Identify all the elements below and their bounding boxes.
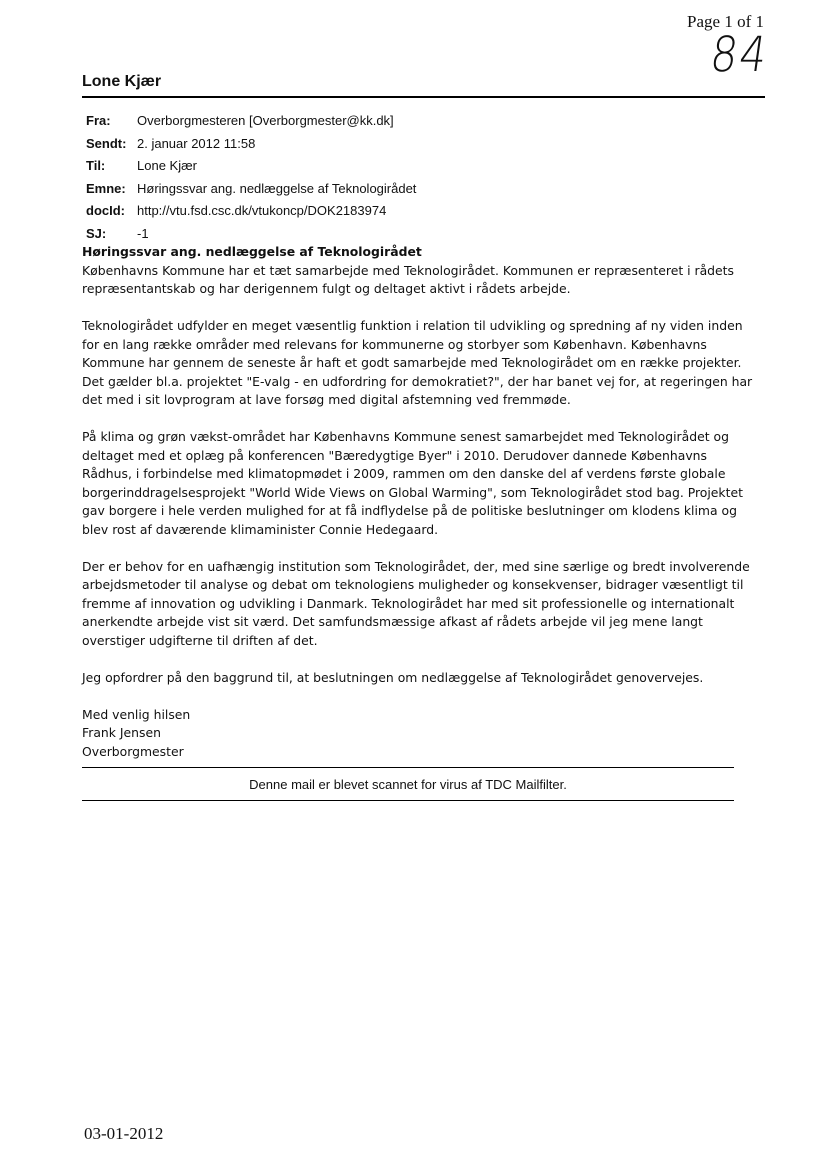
- header-label: Emne:: [86, 180, 126, 196]
- header-row-from: [86, 110, 416, 133]
- footer-divider-bottom: [82, 800, 734, 801]
- header-value: Overborgmesteren [Overborgmester@kk.dk]: [137, 113, 394, 128]
- body-paragraph: Teknologirådet udfylder en meget væsentlig funktion i relation til udvikling og spredning af ny viden inden for en lang række områder med relevans for kommunerne og storbyer som København. Københavns Kommune har gennem de seneste år haft et godt samarbejde med Teknologirådet om en række projekter. Det gælder bl.a. projektet "E-valg - en udfordring for demokratiet?", der har banet vej for, at regeringen har det med i sit lovprogram at lave forsøg med digital afstemning ved fremmøde.: [82, 318, 753, 407]
- signature: [82, 706, 754, 762]
- header-value: Høringssvar ang. nedlæggelse af Teknologirådet: [137, 180, 417, 196]
- recipient-name: Lone Kjær: [82, 73, 162, 90]
- footer-date: 03-01-2012: [84, 1124, 164, 1143]
- header-value: -1: [137, 225, 149, 241]
- footer-divider-top: [82, 767, 734, 768]
- header-label: Fra:: [86, 113, 111, 128]
- header-row-sj: [86, 223, 416, 246]
- header-label: SJ:: [86, 225, 107, 241]
- email-headers: [86, 110, 416, 245]
- header-row-subject: [86, 178, 416, 201]
- page-number: Page 1 of 1: [687, 12, 764, 31]
- email-body: [82, 243, 754, 761]
- header-value: 2. januar 2012 11:58: [137, 135, 256, 151]
- header-label: Sendt:: [86, 135, 127, 151]
- body-paragraph: Der er behov for en uafhængig institution som Teknologirådet, der, med sine særlige og bredt involverende arbejdsmetoder til analyse og debat om teknologiens muligheder og konsekvenser, bidrager væsentligt til fremme af innovation og udvikling i Danmark. Teknologirådet har med sit professionelle og internationalt anerkendte arbejde vist sit værd. Det samfundsmæssige afkast af rådets arbejde vil jeg mene langt overstiger udgifterne til driften af det.: [82, 558, 750, 648]
- header-value: http://vtu.fsd.csc.dk/vtukoncp/DOK2183974: [137, 203, 387, 218]
- subject-heading: Høringssvar ang. nedlæggelse af Teknologirådet: [82, 244, 422, 259]
- header-divider: [82, 96, 765, 98]
- signature-title: Overborgmester: [82, 743, 184, 759]
- body-paragraph: Københavns Kommune har et tæt samarbejde med Teknologirådet. Kommunen er repræsenteret i rådets repræsentantskab og har derigennem fulgt og deltaget aktivt i rådets arbejde.: [82, 262, 734, 296]
- signature-name: Frank Jensen: [82, 725, 161, 740]
- header-label: docId:: [86, 203, 125, 218]
- body-paragraph: Jeg opfordrer på den baggrund til, at beslutningen om nedlæggelse af Teknologirådet genovervejes.: [82, 669, 704, 685]
- header-row-to: [86, 155, 416, 178]
- header-value: Lone Kjær: [137, 158, 197, 173]
- virus-scan-notice: Denne mail er blevet scannet for virus af TDC Mailfilter.: [249, 777, 567, 792]
- header-label: Til:: [86, 158, 106, 173]
- header-row-docid: [86, 200, 416, 223]
- handwritten-page-number: 84: [706, 26, 772, 83]
- header-row-sent: [86, 133, 416, 156]
- signature-closing: Med venlig hilsen: [82, 706, 191, 722]
- body-paragraph: På klima og grøn vækst-området har Københavns Kommune senest samarbejdet med Teknologirådet og deltaget med et oplæg på konferencen "Bæredygtige Byer" i 2010. Derudover dannede Københavns Rådhus, i forbindelse med klimatopmødet i 2009, rammen om den danske del af verdens første globale borgerinddragelsesprojekt "World Wide Views on Global Warming", som Teknologirådet stod bag. Projektet gav borgere i hele verden mulighed for at få indflydelse på de politiske beslutninger om klodens klima og blev rost af daværende klimaminister Connie Hedegaard.: [82, 429, 743, 537]
